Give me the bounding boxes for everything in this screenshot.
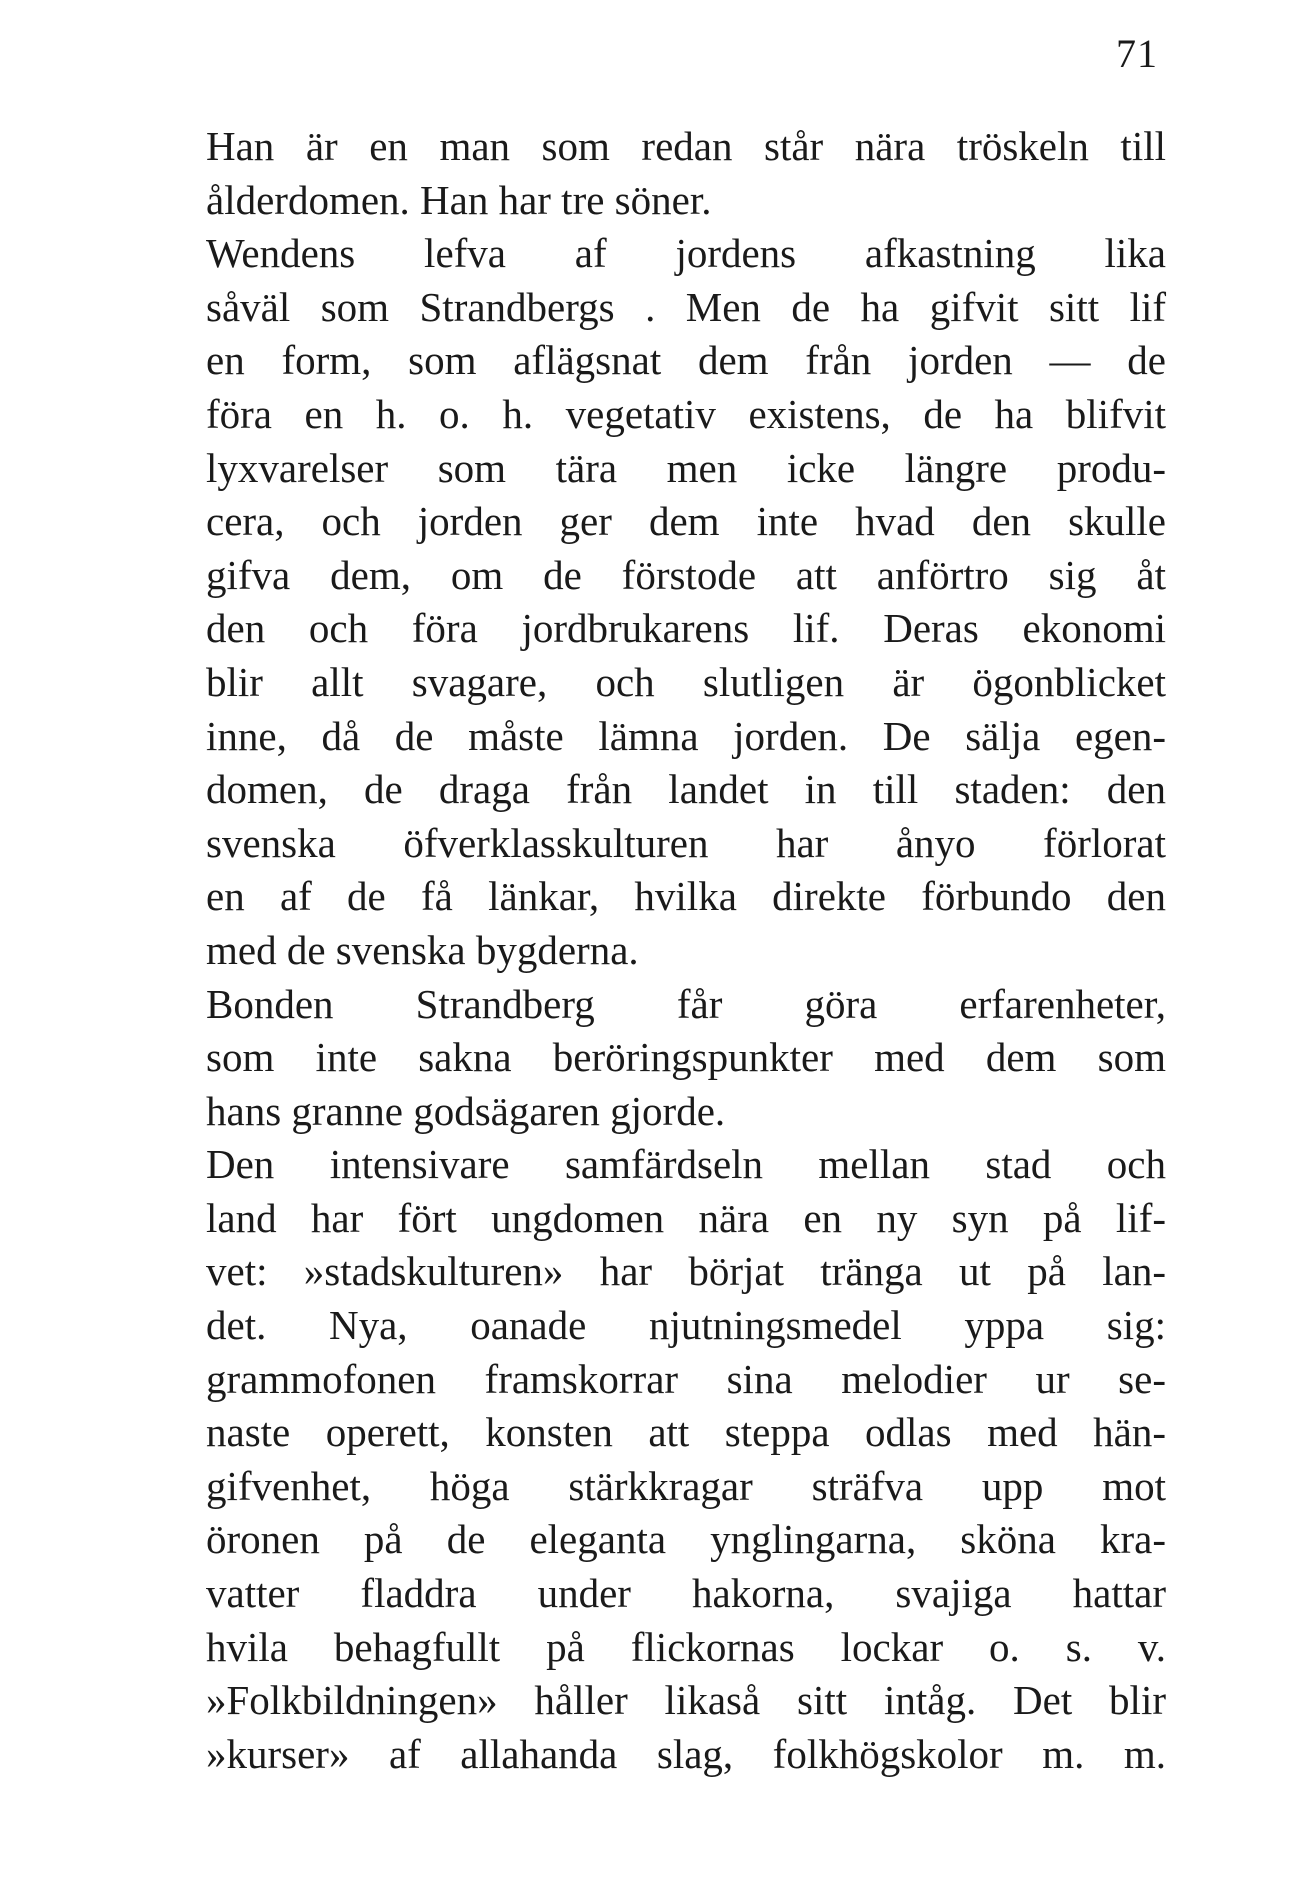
- text-line: med de svenska bygderna.: [206, 926, 639, 973]
- text-line: grammofonen framskorrar sina melodier ur se-: [206, 1355, 1166, 1402]
- text-line: Den intensivare samfärdseln mellan stad och: [206, 1141, 1166, 1188]
- text-line: det. Nya, oanade njutningsmedel yppa sig:: [206, 1302, 1166, 1349]
- text-line: svenska öfverklasskulturen har ånyo förlorat: [206, 819, 1166, 866]
- text-line: cera, och jorden ger dem inte hvad den skulle: [206, 498, 1166, 545]
- text-line: en af de få länkar, hvilka direkte förbundo den: [206, 873, 1166, 920]
- page-number: 71: [1116, 31, 1158, 76]
- text-line: land har fört ungdomen nära en ny syn på lif-: [206, 1194, 1166, 1241]
- body-text: [206, 120, 1166, 1781]
- text-line: »Folkbildningen» håller likaså sitt intåg. Det blir: [206, 1677, 1166, 1724]
- text-line: Han är en man som redan står nära tröskeln till: [206, 123, 1166, 169]
- text-line: Bonden Strandberg får göra erfarenheter,: [206, 980, 1166, 1027]
- text-line: domen, de draga från landet in till staden: den: [206, 766, 1166, 813]
- text-line: föra en h. o. h. vegetativ existens, de ha blifvit: [206, 390, 1166, 437]
- text-line: vet: »stadskulturen» har börjat tränga ut på lan-: [206, 1248, 1166, 1295]
- text-line: ålderdomen. Han har tre söner.: [206, 176, 712, 223]
- text-line: »kurser» af allahanda slag, folkhögskolor m. m.: [206, 1730, 1166, 1777]
- text-line: lyxvarelser som tära men icke längre produ-: [206, 444, 1166, 491]
- text-line: Wendens lefva af jordens afkastning lika: [206, 230, 1166, 277]
- text-line: som inte sakna beröringspunkter med dem som: [206, 1034, 1166, 1081]
- text-line: såväl som Strandbergs . Men de ha gifvit sitt lif: [206, 283, 1166, 330]
- text-line: blir allt svagare, och slutligen är ögonblicket: [206, 658, 1166, 705]
- text-line: hvila behagfullt på flickornas lockar o. s. v.: [206, 1623, 1166, 1670]
- text-line: en form, som aflägsnat dem från jorden — de: [206, 337, 1166, 384]
- text-line: inne, då de måste lämna jorden. De sälja egen-: [206, 712, 1166, 759]
- text-line: öronen på de eleganta ynglingarna, sköna kra-: [206, 1516, 1166, 1563]
- text-line: naste operett, konsten att steppa odlas med hän-: [206, 1409, 1166, 1456]
- text-line: gifvenhet, höga stärkkragar sträfva upp mot: [206, 1462, 1166, 1509]
- text-line: vatter fladdra under hakorna, svajiga hattar: [206, 1570, 1166, 1617]
- text-line: den och föra jordbrukarens lif. Deras ekonomi: [206, 605, 1166, 652]
- text-line: gifva dem, om de förstode att anförtro sig åt: [206, 551, 1166, 598]
- text-line: hans granne godsägaren gjorde.: [206, 1087, 726, 1134]
